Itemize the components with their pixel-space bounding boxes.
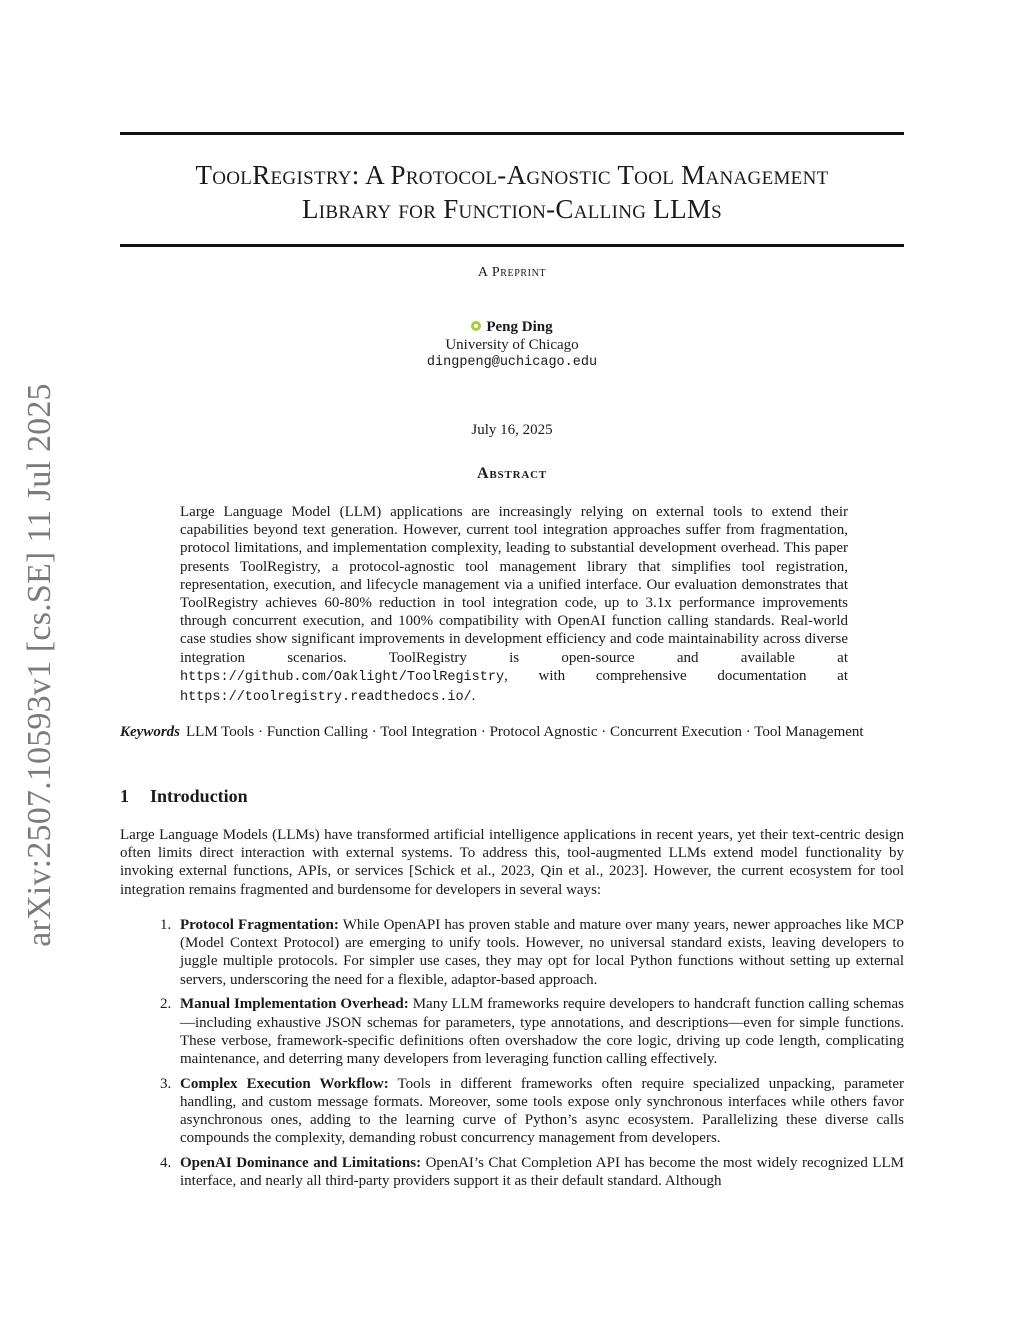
intro-paragraph: Large Language Models (LLMs) have transformed artificial intelligence applications in recent years, yet their text-centric design often limits direct interaction with external systems. To address this, tool-augmented LLMs extend model functionality by invoking external functions, APIs, or services [Schick et al., 2023, Qin et al., 2023]. However, the current ecosystem for tool integration remains fragmented and burdensome for developers in several ways: (120, 827, 904, 898)
list-item-number: 4. (160, 1155, 172, 1172)
challenges-list (120, 916, 904, 1197)
arxiv-identifier: arXiv:2507.10593v1 [cs.SE] 11 Jul 2025 (21, 383, 58, 947)
list-item-title: Manual Implementation Overhead: (180, 996, 409, 1013)
title-top-rule (120, 132, 904, 135)
list-item-title: Protocol Fragmentation: (180, 917, 339, 933)
arxiv-sidebar (10, 380, 70, 950)
keywords-label: Keywords (120, 724, 180, 740)
abstract-text-cont: , with comprehensive documentation at (504, 667, 848, 684)
author-name: Peng Ding (486, 319, 553, 335)
abstract-text-end: . (471, 688, 476, 705)
paper-title-line-2: Library for Function-Calling LLMs (301, 194, 723, 224)
list-item-title: Complex Execution Workflow: (180, 1075, 389, 1092)
abstract-heading: Abstract (477, 465, 547, 482)
list-item-text: OpenAI’s Chat Completion API has become the most widely recognized LLM interface, and nearly all third-party providers support it as their default standard. Although (180, 1155, 904, 1190)
list-item (120, 995, 904, 1068)
list-item-text: While OpenAPI has proven stable and mature over many years, newer approaches like MCP (Model Context Protocol) are emerging to unify tools. However, no universal standard exists, leaving developers to juggle multiple protocols. For simpler use cases, they may opt for local Python functions without setting up external servers, underscoring the need for a flexible, adaptor-based approach. (180, 917, 904, 988)
section-title: Introduction (150, 786, 248, 806)
keywords (120, 723, 904, 741)
section-number: 1 (120, 786, 129, 806)
list-item-number: 3. (160, 1075, 172, 1092)
abstract-text: Large Language Model (LLM) applications are increasingly relying on external tools to extend their capabilities beyond text generation. However, current tool integration approaches suffer from fragmentation, protocol limitations, and implementation complexity, leading to substantial development overhead. This paper presents ToolRegistry, a protocol-agnostic tool management library that simplifies tool registration, representation, execution, and lifecycle management via a unified interface. Our evaluation demonstrates that ToolRegistry achieves 60-80% reduction in tool integration code, up to 3.1x performance improvements through concurrent execution, and 100% compatibility with OpenAI function calling standards. Real-world case studies show significant improvements in development efficiency and code maintainability across diverse integration scenarios. ToolRegistry is open-source and available at (180, 504, 848, 666)
list-item-number: 1. (160, 917, 172, 933)
keywords-list: LLM Tools · Function Calling · Tool Integration · Protocol Agnostic · Concurrent Execution · Tool Management (186, 724, 864, 740)
list-item-text: Tools in different frameworks often require specialized unpacking, parameter handling, and custom message formats. Moreover, some tools expose only synchronous interfaces while others favor asynchronous ones, adding to the learning curve of Python’s async ecosystem. Parallelizing these diverse calls compounds the complexity, demanding robust concurrency management from developers. (180, 1075, 904, 1147)
author-affiliation: University of Chicago (445, 337, 579, 353)
list-item-text: Many LLM frameworks require developers to handcraft function calling schemas—including exhaustive JSON schemas for parameters, type annotations, and descriptions—even for simple functions. These verbose, framework-specific definitions often overshadow the core logic, driving up code length, complicating maintenance, and deterring many developers from leveraging function calling effectively. (180, 996, 905, 1068)
publication-date: July 16, 2025 (471, 422, 553, 438)
list-item-title: OpenAI Dominance and Limitations: (180, 1155, 422, 1172)
orcid-icon[interactable] (471, 321, 481, 331)
paper-title-line-1: ToolRegistry: A Protocol-Agnostic Tool Management (195, 160, 829, 190)
abstract-body (180, 503, 848, 707)
author-block (120, 318, 904, 372)
title-bottom-rule (120, 244, 904, 247)
list-item (120, 1154, 904, 1190)
list-item (120, 916, 904, 989)
paper-title (120, 158, 904, 226)
docs-link[interactable]: https://toolregistry.readthedocs.io/ (180, 690, 472, 706)
list-item-number: 2. (160, 996, 172, 1013)
section-heading (120, 786, 248, 807)
list-item (120, 1075, 904, 1148)
author-email[interactable]: dingpeng@uchicago.edu (426, 355, 598, 370)
repo-link[interactable]: https://github.com/Oaklight/ToolRegistry (180, 669, 505, 685)
preprint-label: A Preprint (477, 265, 547, 280)
